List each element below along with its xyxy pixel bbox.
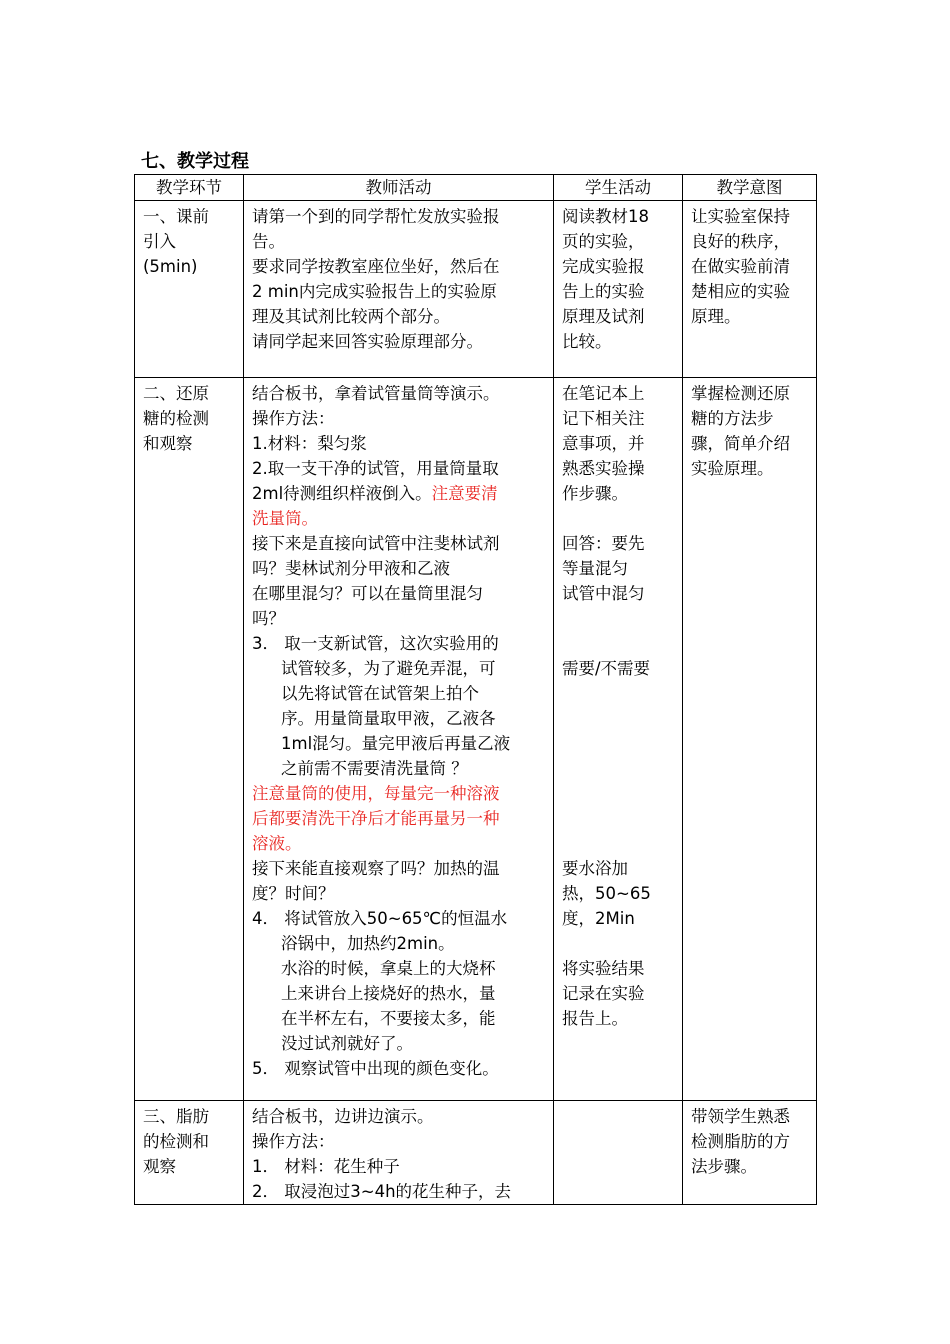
teacher-line: 以先将试管在试管架上拍个: [281, 684, 479, 703]
teacher-line: 结合板书，拿着试管量筒等演示。: [252, 384, 500, 403]
stage-line: 观察: [143, 1157, 176, 1176]
student-line: 在笔记本上: [562, 384, 645, 403]
spacer: [562, 681, 675, 706]
spacer: [562, 706, 675, 731]
spacer: [562, 806, 675, 831]
intent-line: 让实验室保持: [691, 207, 790, 226]
teacher-line: 要求同学按教室座位坐好，然后在: [252, 257, 500, 276]
section-title: 七、教学过程: [141, 151, 249, 172]
stage-cell: [135, 378, 244, 1101]
header-intent: 教学意图: [683, 175, 817, 201]
spacer: [562, 781, 675, 806]
table-header-row: [135, 175, 817, 201]
student-line: 等量混匀: [562, 559, 628, 578]
teacher-line: 没过试剂就好了。: [281, 1034, 413, 1053]
teacher-line: 结合板书，边讲边演示。: [252, 1107, 434, 1126]
intent-line: 掌握检测还原: [691, 384, 790, 403]
student-line: 比较。: [562, 332, 612, 351]
spacer: [562, 631, 675, 656]
teacher-line: 在半杯左右，不要接太多，能: [281, 1009, 496, 1028]
teacher-line: 吗？: [252, 609, 285, 628]
student-line: 需要/不需要: [562, 659, 651, 678]
stage-cell: [135, 1101, 244, 1205]
intent-cell: [683, 378, 817, 1101]
student-line: 热，50~65: [562, 884, 651, 903]
intent-line: 原理。: [691, 307, 741, 326]
header-stage: 教学环节: [135, 175, 244, 201]
student-line: 试管中混匀: [562, 584, 645, 603]
student-line: 告上的实验: [562, 282, 645, 301]
teacher-line: 1.材料：梨匀浆: [252, 434, 367, 453]
teacher-line: 浴锅中，加热约2min。: [281, 934, 455, 953]
teacher-line: 操作方法：: [252, 409, 335, 428]
stage-line: 的检测和: [143, 1132, 209, 1151]
intent-line: 法步骤。: [691, 1157, 757, 1176]
teacher-line: 2 min内完成实验报告上的实验原: [252, 282, 497, 301]
stage-cell: [135, 201, 244, 378]
teaching-process-table: [134, 174, 817, 1205]
stage-line: (5min): [143, 257, 198, 276]
teacher-line: 接下来是直接向试管中注斐林试剂: [252, 534, 500, 553]
intent-line: 实验原理。: [691, 459, 774, 478]
student-line: 页的实验，: [562, 232, 645, 251]
teacher-line: 序。用量筒量取甲液，乙液各: [281, 709, 496, 728]
teacher-line: 告。: [252, 232, 285, 251]
teacher-line: 2． 取浸泡过3~4h的花生种子，去: [252, 1182, 512, 1201]
spacer: [562, 731, 675, 756]
teacher-line: 理及其试剂比较两个部分。: [252, 307, 450, 326]
student-line: 要水浴加: [562, 859, 628, 878]
student-line: 报告上。: [562, 1009, 628, 1028]
header-teacher: 教师活动: [244, 175, 554, 201]
intent-line: 良好的秩序，: [691, 232, 790, 251]
teacher-cell: [244, 201, 554, 378]
table-row: [135, 201, 817, 378]
teacher-text: 2ml待测组织样液倒入。: [252, 484, 432, 503]
teacher-note-red: 注意量筒的使用，每量完一种溶液: [252, 784, 500, 803]
table-row: [135, 378, 817, 1101]
teacher-line: 接下来能直接观察了吗？加热的温: [252, 859, 500, 878]
student-line: 意事项，并: [562, 434, 645, 453]
table-row: [135, 1101, 817, 1205]
student-cell: [554, 201, 683, 378]
intent-line: 楚相应的实验: [691, 282, 790, 301]
teacher-note-red: 洗量筒。: [252, 509, 318, 528]
student-cell: [554, 1101, 683, 1205]
student-line: 阅读教材18: [562, 207, 649, 226]
teacher-line: 4． 将试管放入50~65℃的恒温水: [252, 909, 508, 928]
teacher-line: 吗？斐林试剂分甲液和乙液: [252, 559, 450, 578]
teacher-note-red: 后都要清洗干净后才能再量另一种: [252, 809, 500, 828]
teacher-line: 在哪里混匀？可以在量筒里混匀: [252, 584, 483, 603]
teacher-line: 1ml混匀。量完甲液后再量乙液: [281, 734, 511, 753]
teacher-line: 试管较多，为了避免弄混，可: [281, 659, 496, 678]
teacher-line: [252, 481, 546, 506]
intent-line: 检测脂肪的方: [691, 1132, 790, 1151]
stage-line: 三、脂肪: [143, 1107, 209, 1126]
stage-line: 引入: [143, 232, 176, 251]
intent-cell: [683, 1101, 817, 1205]
teacher-line: 请第一个到的同学帮忙发放实验报: [252, 207, 500, 226]
spacer: [562, 506, 675, 531]
teacher-line: 水浴的时候，拿桌上的大烧杯: [281, 959, 496, 978]
student-line: 完成实验报: [562, 257, 645, 276]
intent-line: 糖的方法步: [691, 409, 774, 428]
header-student: 学生活动: [554, 175, 683, 201]
intent-cell: [683, 201, 817, 378]
spacer: [562, 831, 675, 856]
spacer: [562, 931, 675, 956]
student-line: 原理及试剂: [562, 307, 645, 326]
student-line: 作步骤。: [562, 484, 628, 503]
intent-line: 骤，简单介绍: [691, 434, 790, 453]
spacer: [562, 756, 675, 781]
teacher-cell: [244, 1101, 554, 1205]
student-line: 记下相关注: [562, 409, 645, 428]
teacher-line: 上来讲台上接烧好的热水，量: [281, 984, 496, 1003]
student-line: 将实验结果: [562, 959, 645, 978]
student-line: 回答：要先: [562, 534, 645, 553]
teacher-line: 之前需不需要清洗量筒 ？: [281, 759, 468, 778]
stage-line: 一、课前: [143, 207, 209, 226]
student-line: 度，2Min: [562, 909, 635, 928]
stage-line: 和观察: [143, 434, 193, 453]
stage-line: 糖的检测: [143, 409, 209, 428]
teacher-line: 度？时间？: [252, 884, 335, 903]
teacher-note-red: 溶液。: [252, 834, 302, 853]
student-line: 熟悉实验操: [562, 459, 645, 478]
teacher-line: 操作方法：: [252, 1132, 335, 1151]
teacher-line: 1． 材料：花生种子: [252, 1157, 400, 1176]
teacher-cell: [244, 378, 554, 1101]
intent-line: 带领学生熟悉: [691, 1107, 790, 1126]
spacer: [562, 606, 675, 631]
stage-line: 二、还原: [143, 384, 209, 403]
intent-line: 在做实验前清: [691, 257, 790, 276]
teacher-line: 3． 取一支新试管，这次实验用的: [252, 634, 499, 653]
teacher-line: 2.取一支干净的试管，用量筒量取: [252, 459, 499, 478]
teacher-line: 5． 观察试管中出现的颜色变化。: [252, 1059, 499, 1078]
student-line: 记录在实验: [562, 984, 645, 1003]
student-cell: [554, 378, 683, 1101]
teacher-line: 请同学起来回答实验原理部分。: [252, 332, 483, 351]
teacher-note-red: 注意要清: [431, 484, 498, 503]
